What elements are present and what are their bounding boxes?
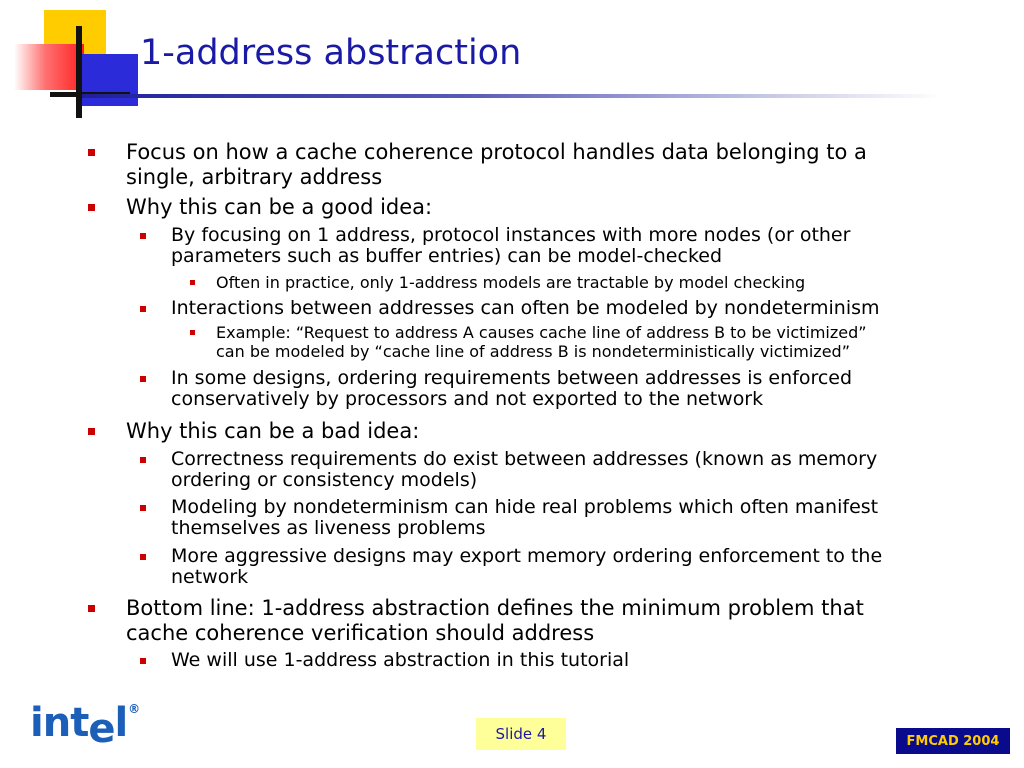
bullet-text-line: Correctness requirements do exist between addresses (known as memory — [171, 448, 878, 470]
bullet-item-level-3 — [216, 273, 805, 292]
bullet-marker-icon — [190, 330, 195, 335]
bullet-text-line: In some designs, ordering requirements between addresses is enforced — [171, 367, 853, 389]
bullet-marker-icon — [88, 204, 95, 211]
bullet-text-line: single, arbitrary address — [126, 165, 383, 189]
bullet-text-line: can be modeled by “cache line of address B is nondeterministically victimized” — [216, 342, 850, 361]
vertical-bar-decoration — [76, 26, 82, 118]
conference-label: FMCAD 2004 — [906, 733, 1000, 749]
bullet-marker-icon — [140, 306, 146, 312]
title-underline — [82, 94, 942, 98]
bullet-item-level-1 — [126, 596, 864, 646]
bullet-text-line: By focusing on 1 address, protocol instances with more nodes (or other — [171, 224, 851, 246]
bullet-text-line: Example: “Request to address A causes cache line of address B to be victimized” — [216, 323, 867, 342]
bullet-item-level-1 — [126, 419, 419, 444]
bullet-marker-icon — [140, 233, 146, 239]
corner-decoration-icon — [0, 0, 140, 125]
bullet-item-level-2 — [171, 546, 882, 588]
bullet-marker-icon — [140, 554, 146, 560]
bullet-text-line: conservatively by processors and not exported to the network — [171, 388, 764, 410]
bullet-marker-icon — [88, 428, 95, 435]
bullet-text-line: Often in practice, only 1-address models are tractable by model checking — [216, 273, 806, 292]
bullet-item-level-2 — [171, 368, 852, 410]
intel-logo — [30, 700, 140, 752]
bullet-text-line: cache coherence verification should address — [126, 621, 595, 645]
bullet-marker-icon — [140, 376, 146, 382]
logo-l: l — [114, 700, 128, 746]
bullet-marker-icon — [88, 605, 95, 612]
bullet-text-line: parameters such as buffer entries) can be model-checked — [171, 245, 723, 267]
red-square-decoration — [14, 44, 84, 90]
bullet-text-line: ordering or consistency models) — [171, 469, 478, 491]
bullet-text-line: Bottom line: 1-address abstraction defines the minimum problem that — [126, 596, 864, 620]
bullet-item-level-3 — [216, 323, 867, 361]
bullet-text-line: Why this can be a good idea: — [126, 195, 433, 219]
logo-text: int — [30, 700, 89, 746]
logo-e: e — [88, 706, 115, 752]
logo-registered-mark: ® — [128, 702, 140, 716]
bullet-item-level-2 — [171, 650, 629, 671]
slide-number-label: Slide 4 — [495, 725, 547, 743]
bullet-item-level-2 — [171, 298, 880, 319]
bullet-item-level-2 — [171, 497, 878, 539]
bullet-text-line: More aggressive designs may export memory ordering enforcement to the — [171, 545, 883, 567]
bullet-item-level-2 — [171, 225, 850, 267]
bullet-marker-icon — [88, 149, 95, 156]
conference-badge — [896, 728, 1010, 754]
bullet-text-line: Interactions between addresses can often be modeled by nondeterminism — [171, 297, 880, 319]
bullet-marker-icon — [190, 280, 195, 285]
bullet-marker-icon — [140, 658, 146, 664]
bullet-text-line: Why this can be a bad idea: — [126, 419, 420, 443]
bullet-text-line: themselves as liveness problems — [171, 517, 486, 539]
bullet-text-line: Modeling by nondeterminism can hide real problems which often manifest — [171, 496, 879, 518]
bullet-text-line: Focus on how a cache coherence protocol handles data belonging to a — [126, 140, 867, 164]
bullet-text-line: We will use 1-address abstraction in this tutorial — [171, 649, 630, 671]
bullet-marker-icon — [140, 505, 146, 511]
slide-title: 1-address abstraction — [140, 33, 522, 73]
bullet-item-level-2 — [171, 449, 877, 491]
bullet-item-level-1 — [126, 140, 867, 190]
bullet-marker-icon — [140, 457, 146, 463]
bullet-item-level-1 — [126, 195, 432, 220]
slide-number-badge — [476, 718, 566, 750]
bullet-text-line: network — [171, 566, 249, 588]
blue-square-decoration — [78, 54, 138, 106]
